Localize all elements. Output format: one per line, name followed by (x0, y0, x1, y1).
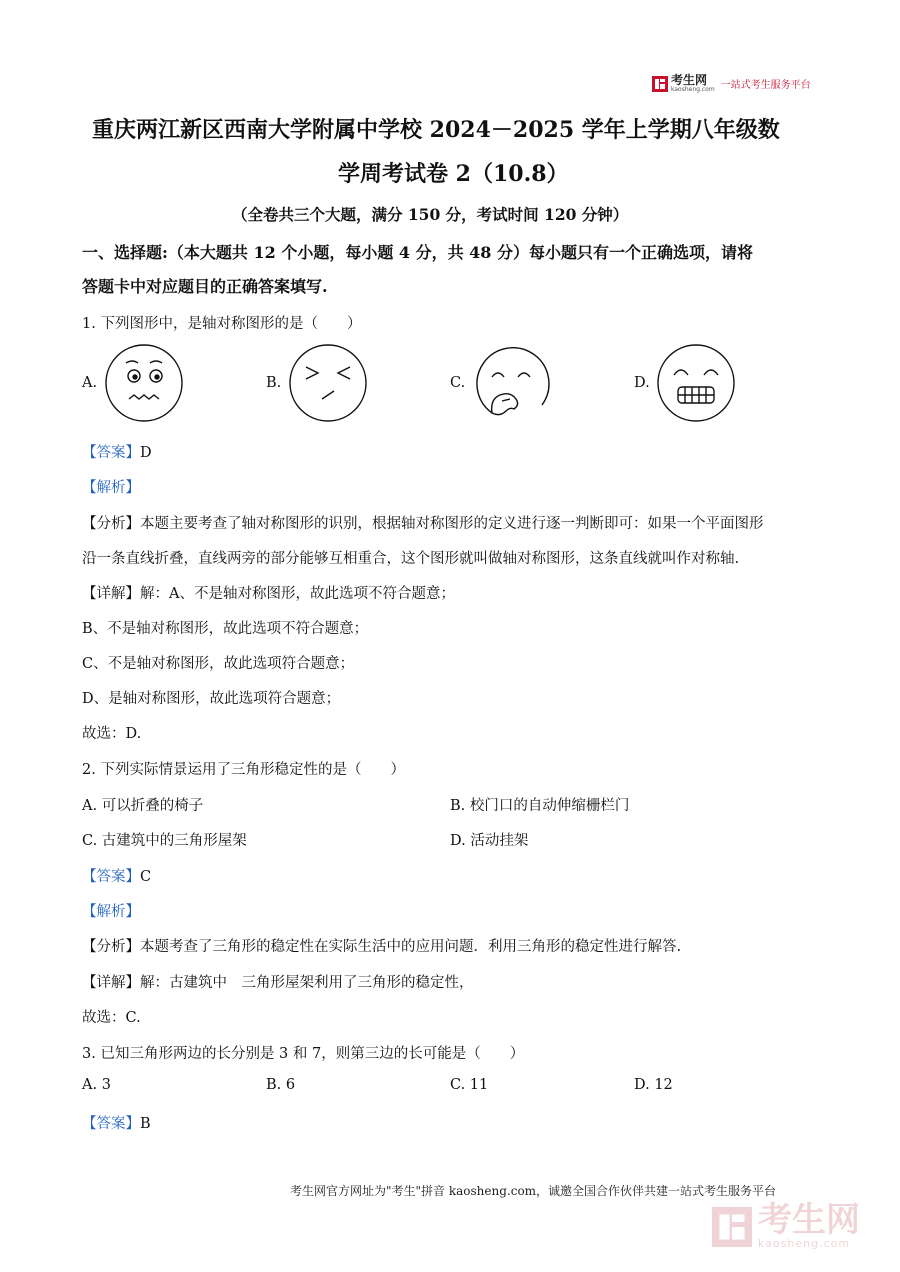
q1-option-a-label: A. (82, 375, 98, 391)
q1-option-c-label: C. (450, 375, 466, 391)
header-slogan: 一站式考生服务平台 (720, 80, 811, 91)
fenxi-tag: 【分析】 (82, 939, 140, 955)
squinting-face-icon (288, 343, 368, 423)
laughing-face-icon (472, 343, 552, 423)
q1-xiangjie (82, 582, 455, 603)
xiangjie-tag: 【详解】 (82, 586, 140, 602)
grinning-face-icon (656, 343, 736, 423)
watermark-text: 考生网 (758, 1200, 860, 1240)
page-title-line1: 重庆两江新区西南大学附属中学校 2024－2025 学年上学期八年级数 (92, 117, 780, 143)
q2-fenxi-text: 本题考查了三角形的稳定性在实际生活中的应用问题．利用三角形的稳定性进行解答. (140, 939, 682, 955)
q3-option-a: A. 3 (82, 1077, 111, 1093)
q1-fenxi-line2: 沿一条直线折叠，直线两旁的部分能够互相重合，这个图形就叫做轴对称图形，这条直线就叫作对称轴. (82, 551, 740, 567)
fenxi-tag: 【分析】 (82, 516, 140, 532)
q1-answer (82, 441, 152, 462)
q2-option-c: C. 古建筑中的三角形屋架 (82, 833, 247, 849)
q2-answer (82, 865, 151, 886)
q1-analysis-tag: 【解析】 (82, 480, 140, 496)
watermark-logo-icon (712, 1207, 752, 1247)
q1-option-d-label: D. (634, 375, 650, 391)
q2-answer-value: C (140, 869, 152, 885)
q2-option-d: D. 活动挂架 (450, 833, 529, 849)
logo-name: 考生网 (671, 73, 708, 87)
section-header-line2: 答题卡中对应题目的正确答案填写. (82, 277, 328, 296)
q3-option-d: D. 12 (634, 1077, 673, 1093)
q3-option-c: C. 11 (450, 1077, 489, 1093)
q2-fenxi (82, 935, 681, 956)
q2-xiangjie-text: 解：古建筑中 三角形屋架利用了三角形的稳定性， (140, 975, 474, 991)
worried-face-icon (104, 343, 184, 423)
q3-answer-value: B (140, 1116, 151, 1132)
logo-domain: kaosheng.com (671, 86, 715, 93)
q3-answer (82, 1112, 151, 1133)
xiangjie-tag: 【详解】 (82, 975, 140, 991)
q1-option-b-label: B. (266, 375, 282, 391)
q2-analysis-tag: 【解析】 (82, 904, 140, 920)
q2-xiangjie (82, 971, 474, 992)
q1-line-d: D、是轴对称图形，故此选项符合题意； (82, 691, 341, 707)
answer-tag: 【答案】 (82, 869, 140, 885)
page-title-line2: 学周考试卷 2（10.8） (338, 161, 569, 187)
q1-fenxi-text: 本题主要考查了轴对称图形的识别，根据轴对称图形的定义进行逐一判断即可：如果一个平面图形 (140, 516, 764, 532)
q2-conclusion: 故选：C. (82, 1010, 141, 1026)
q1-conclusion: 故选：D. (82, 726, 142, 742)
header-logo (652, 74, 811, 93)
page-subtitle: （全卷共三个大题，满分 150 分，考试时间 120 分钟） (232, 205, 629, 224)
q1-answer-value: D (140, 445, 152, 461)
q2-option-a: A. 可以折叠的椅子 (82, 798, 204, 814)
q2-option-b: B. 校门口的自动伸缩栅栏门 (450, 798, 630, 814)
q3-option-b: B. 6 (266, 1077, 296, 1093)
q1-fenxi-line1 (82, 512, 764, 533)
q1-line-c: C、不是轴对称图形，故此选项符合题意； (82, 656, 355, 672)
answer-tag: 【答案】 (82, 445, 140, 461)
q1-line-b: B、不是轴对称图形，故此选项不符合题意； (82, 621, 369, 637)
footer-text: 考生网官方网址为"考生"拼音 kaosheng.com，诚邀全国合作伙伴共建一站式考生服务平台 (290, 1184, 777, 1198)
kaosheng-logo-icon (652, 76, 668, 92)
watermark (712, 1200, 860, 1250)
q1-xiangjie-text: 解：A、不是轴对称图形，故此选项不符合题意； (140, 586, 455, 602)
q1-stem: 1. 下列图形中，是轴对称图形的是（ ） (82, 316, 362, 332)
watermark-domain: kaosheng.com (758, 1237, 851, 1250)
q2-stem: 2. 下列实际情景运用了三角形稳定性的是（ ） (82, 762, 405, 778)
answer-tag: 【答案】 (82, 1116, 140, 1132)
brand (652, 74, 715, 93)
section-header-line1: 一、选择题:（本大题共 12 个小题，每小题 4 分，共 48 分）每小题只有一个正确选项，请将 (82, 243, 753, 262)
q3-stem: 3. 已知三角形两边的长分别是 3 和 7，则第三边的长可能是（ ） (82, 1046, 525, 1062)
